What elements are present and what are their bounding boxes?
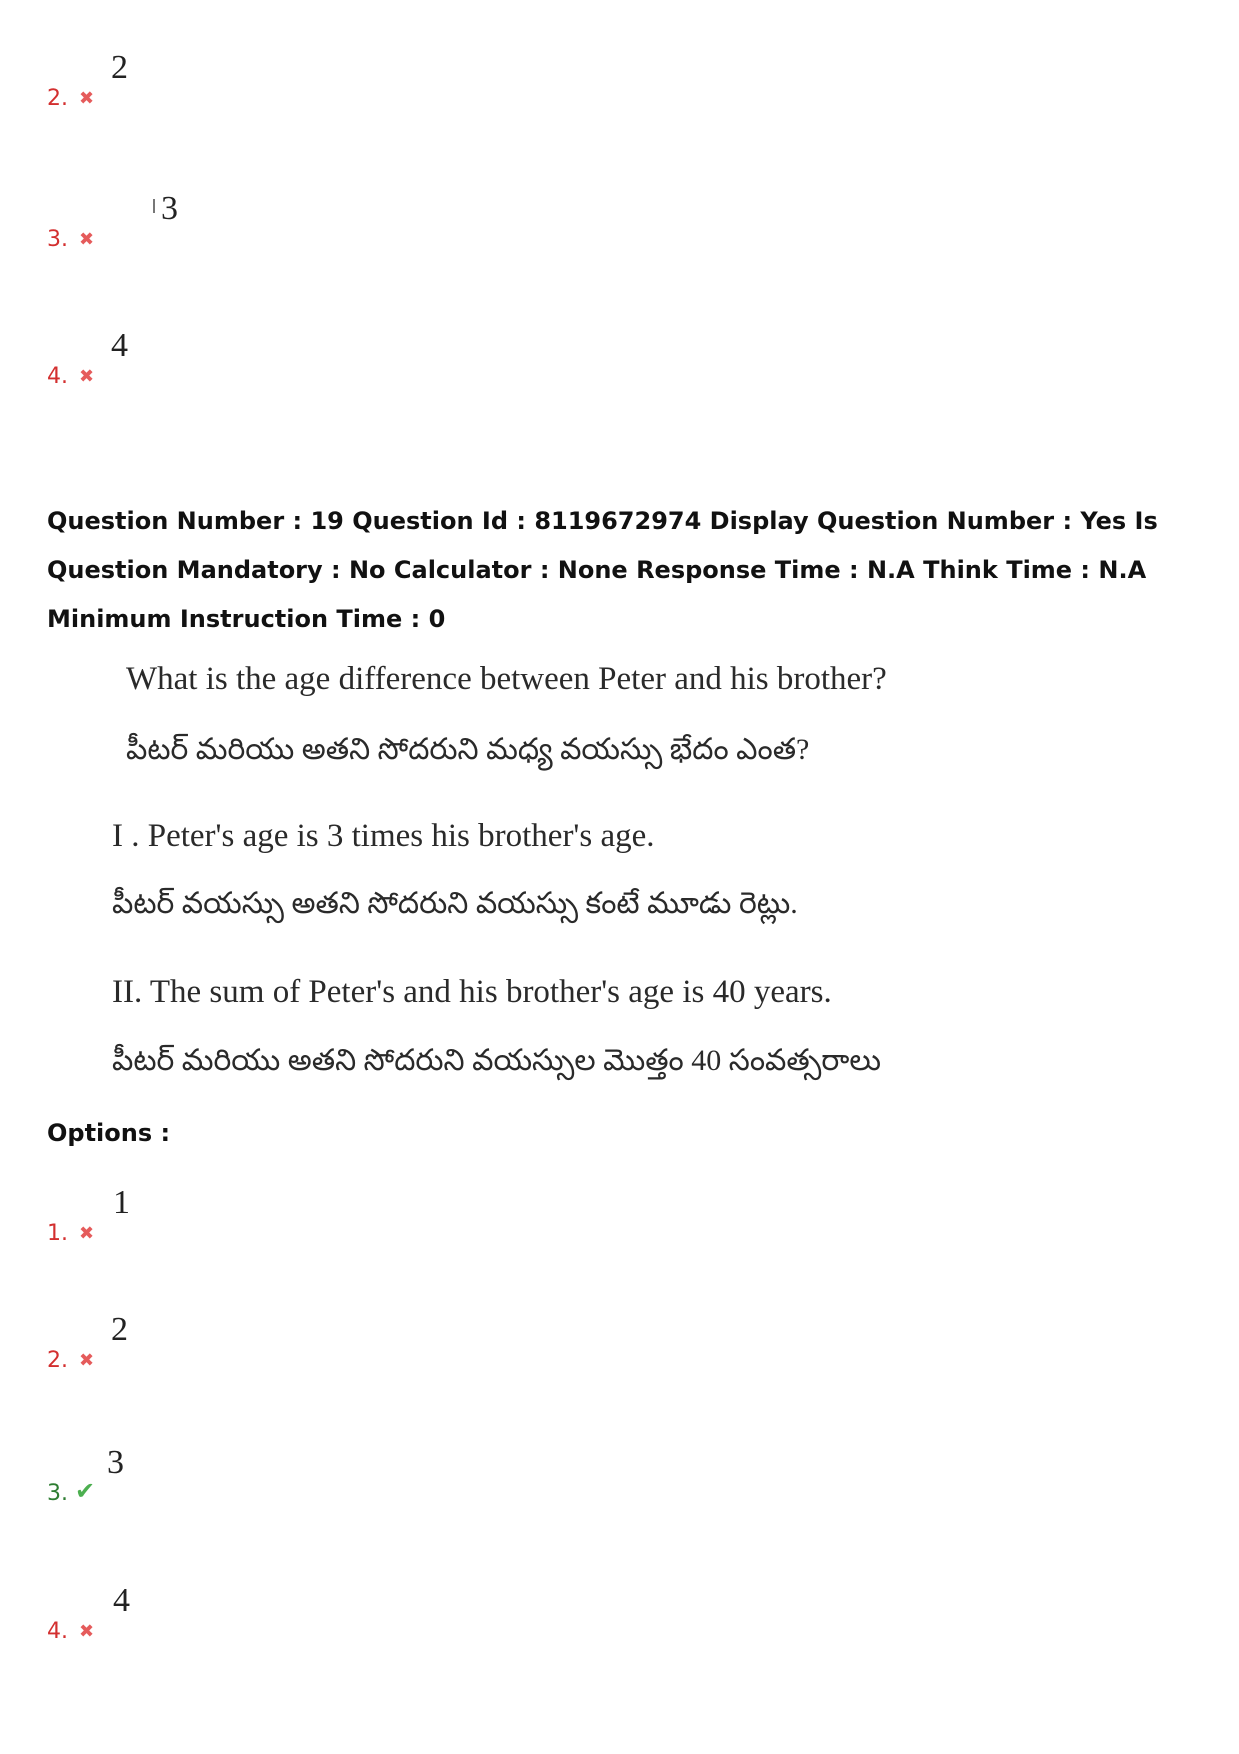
prev-option-2 — [47, 50, 347, 110]
option-number: 4. — [47, 364, 68, 389]
cross-icon: ✖ — [79, 1621, 95, 1642]
cross-icon: ✖ — [79, 229, 95, 250]
option-number: 2. — [47, 86, 68, 111]
option-2 — [47, 1312, 347, 1372]
option-value: 4 — [113, 1582, 130, 1619]
cross-icon: ✖ — [79, 1223, 95, 1244]
statement-1-english: I . Peter's age is 3 times his brother's age. — [112, 818, 655, 854]
option-value: 3 — [107, 1444, 124, 1481]
option-1 — [47, 1185, 347, 1245]
option-number: 4. — [47, 1619, 68, 1644]
cross-icon: ✖ — [79, 1350, 95, 1371]
prev-option-4 — [47, 328, 347, 388]
statement-2-telugu: పీటర్ మరియు అతని సోదరుని వయస్సుల మొత్తం 40 సంవత్సరాలు — [112, 1044, 882, 1077]
option-value: 4 — [111, 327, 128, 364]
option-number: 3. — [47, 1481, 68, 1506]
option-4 — [47, 1583, 347, 1643]
stray-mark — [153, 199, 155, 213]
option-value: 2 — [111, 1311, 128, 1348]
option-number: 2. — [47, 1348, 68, 1373]
question-telugu: పీటర్ మరియు అతని సోదరుని మధ్య వయస్సు భేదం ఎంత? — [126, 733, 810, 766]
cross-icon: ✖ — [79, 88, 95, 109]
option-value: 1 — [113, 1184, 130, 1221]
cross-icon: ✖ — [79, 366, 95, 387]
question-meta: Question Number : 19 Question Id : 8119672974 Display Question Number : Yes Is Question Mandatory : No Calculator : None Response Time : N.A Think Time : N.A Minimum Instruction Time : 0 — [47, 507, 1158, 633]
statement-1-telugu: పీటర్ వయస్సు అతని సోదరుని వయస్సు కంటే మూడు రెట్లు. — [112, 887, 798, 920]
question-english: What is the age difference between Peter and his brother? — [126, 661, 887, 697]
check-icon: ✔ — [75, 1477, 96, 1505]
option-3 — [47, 1445, 347, 1505]
option-number: 3. — [47, 227, 68, 252]
option-value: 3 — [161, 190, 178, 227]
options-heading: Options : — [47, 1119, 171, 1147]
option-number: 1. — [47, 1221, 68, 1246]
option-value: 2 — [111, 49, 128, 86]
prev-option-3 — [47, 191, 347, 251]
statement-2-english: II. The sum of Peter's and his brother's age is 40 years. — [112, 974, 832, 1010]
